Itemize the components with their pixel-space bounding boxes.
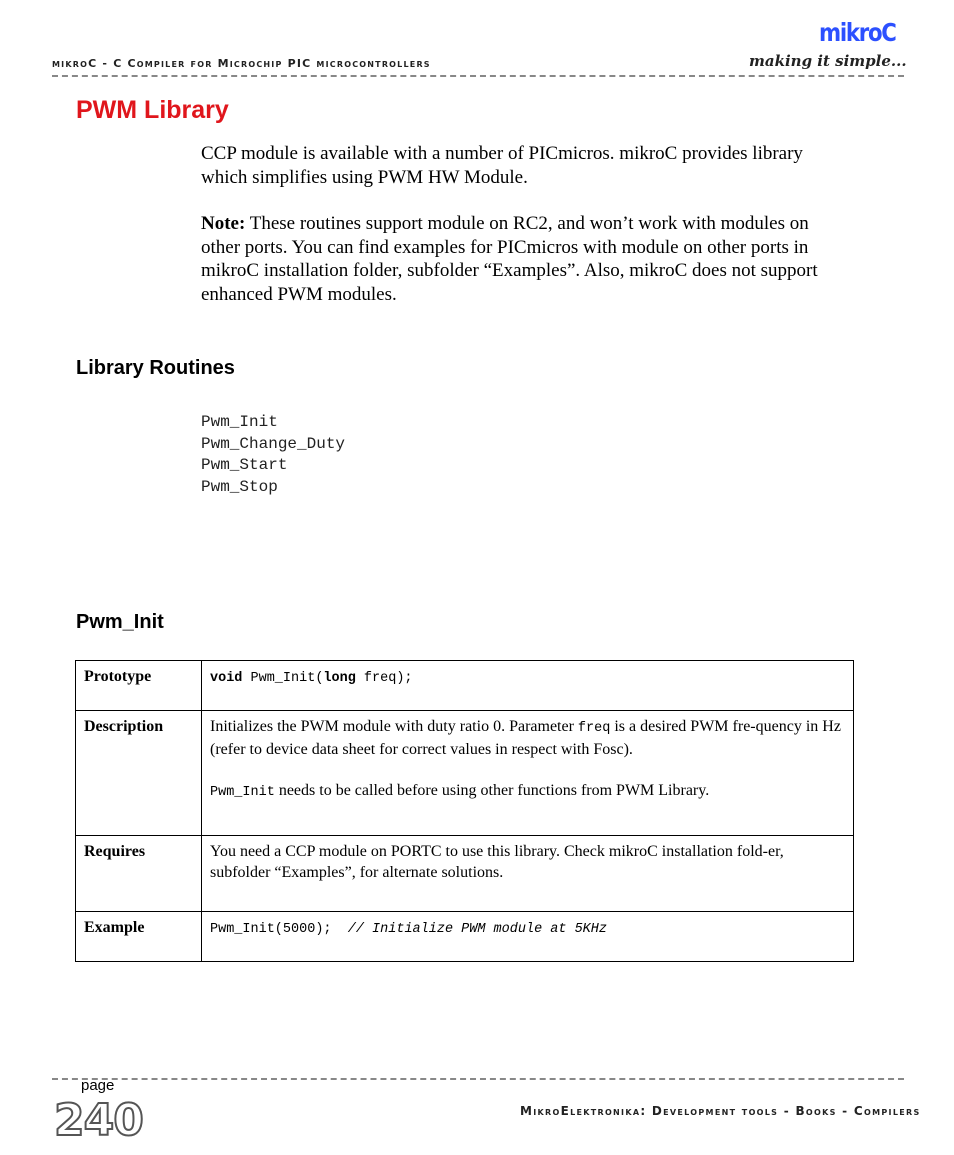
function-signature: Pwm_Init( [242,671,324,686]
prototype-value [202,661,854,711]
requires-label: Requires [76,836,202,912]
requires-row [76,836,854,912]
description-text [210,716,845,760]
example-label: Example [76,912,202,962]
param-freq: freq [577,721,611,736]
routine-item: Pwm_Init [201,413,278,431]
example-value [202,912,854,962]
description-label: Description [76,711,202,836]
routine-item: Pwm_Stop [201,477,278,496]
logo-tagline: making it simple... [749,52,907,70]
prototype-row [76,661,854,711]
example-code-call: Pwm_Init(5000); [210,922,348,937]
library-routines-heading: Library Routines [76,357,235,379]
page-label: page [81,1077,115,1094]
description-value [202,711,854,836]
keyword-long: long [323,671,356,686]
footer-text: MikroElektronika: Development tools - Books - Compilers [520,1104,921,1118]
routine-item: Pwm_Start [201,456,288,474]
description-note [210,780,845,803]
note-text: These routines support module on RC2, and won’t work with modules on other ports. You can find examples for PICmicros with module on other ports in mikroC installation folder, subfolder “Examples”. Also, mikroC does not support enhanced PWM modules. [201,213,818,305]
routines-list [201,412,345,498]
intro-paragraph: CCP module is available with a number of PICmicros. mikroC provides library which simplifies using PWM HW Module. [201,143,803,188]
prototype-label: Prototype [76,661,202,711]
header-divider [52,75,904,77]
example-code [210,922,607,937]
description-row [76,711,854,836]
prototype-code [210,671,413,686]
keyword-void: void [210,671,243,686]
note-paragraph [201,212,851,306]
function-info-table [75,660,854,962]
example-row [76,912,854,962]
footer-divider [52,1078,904,1080]
function-heading: Pwm_Init [76,611,164,633]
parameter-list: freq); [355,671,413,686]
description-part: is a desired PWM fre-quency in Hz (refer to device data sheet for correct values in respect with Fosc). [210,718,841,758]
routine-item: Pwm_Change_Duty [201,434,346,453]
page-number: 240 [54,1095,143,1146]
running-header-title: mikroC - C Compiler for Microchip PIC microcontrollers [52,57,431,70]
mikroc-logo: mikroC [819,18,896,47]
function-ref: Pwm_Init [210,785,275,800]
note-label: Note: [201,213,246,234]
description-part: needs to be called before using other functions from PWM Library. [274,782,710,799]
description-part: Initializes the PWM module with duty ratio 0. Parameter [210,718,578,735]
example-code-comment: // Initialize PWM module at 5KHz [347,922,607,937]
section-title: PWM Library [76,96,229,124]
requires-value: You need a CCP module on PORTC to use this library. Check mikroC installation fold-er, subfolder “Examples”, for alternate solutions. [202,836,854,912]
